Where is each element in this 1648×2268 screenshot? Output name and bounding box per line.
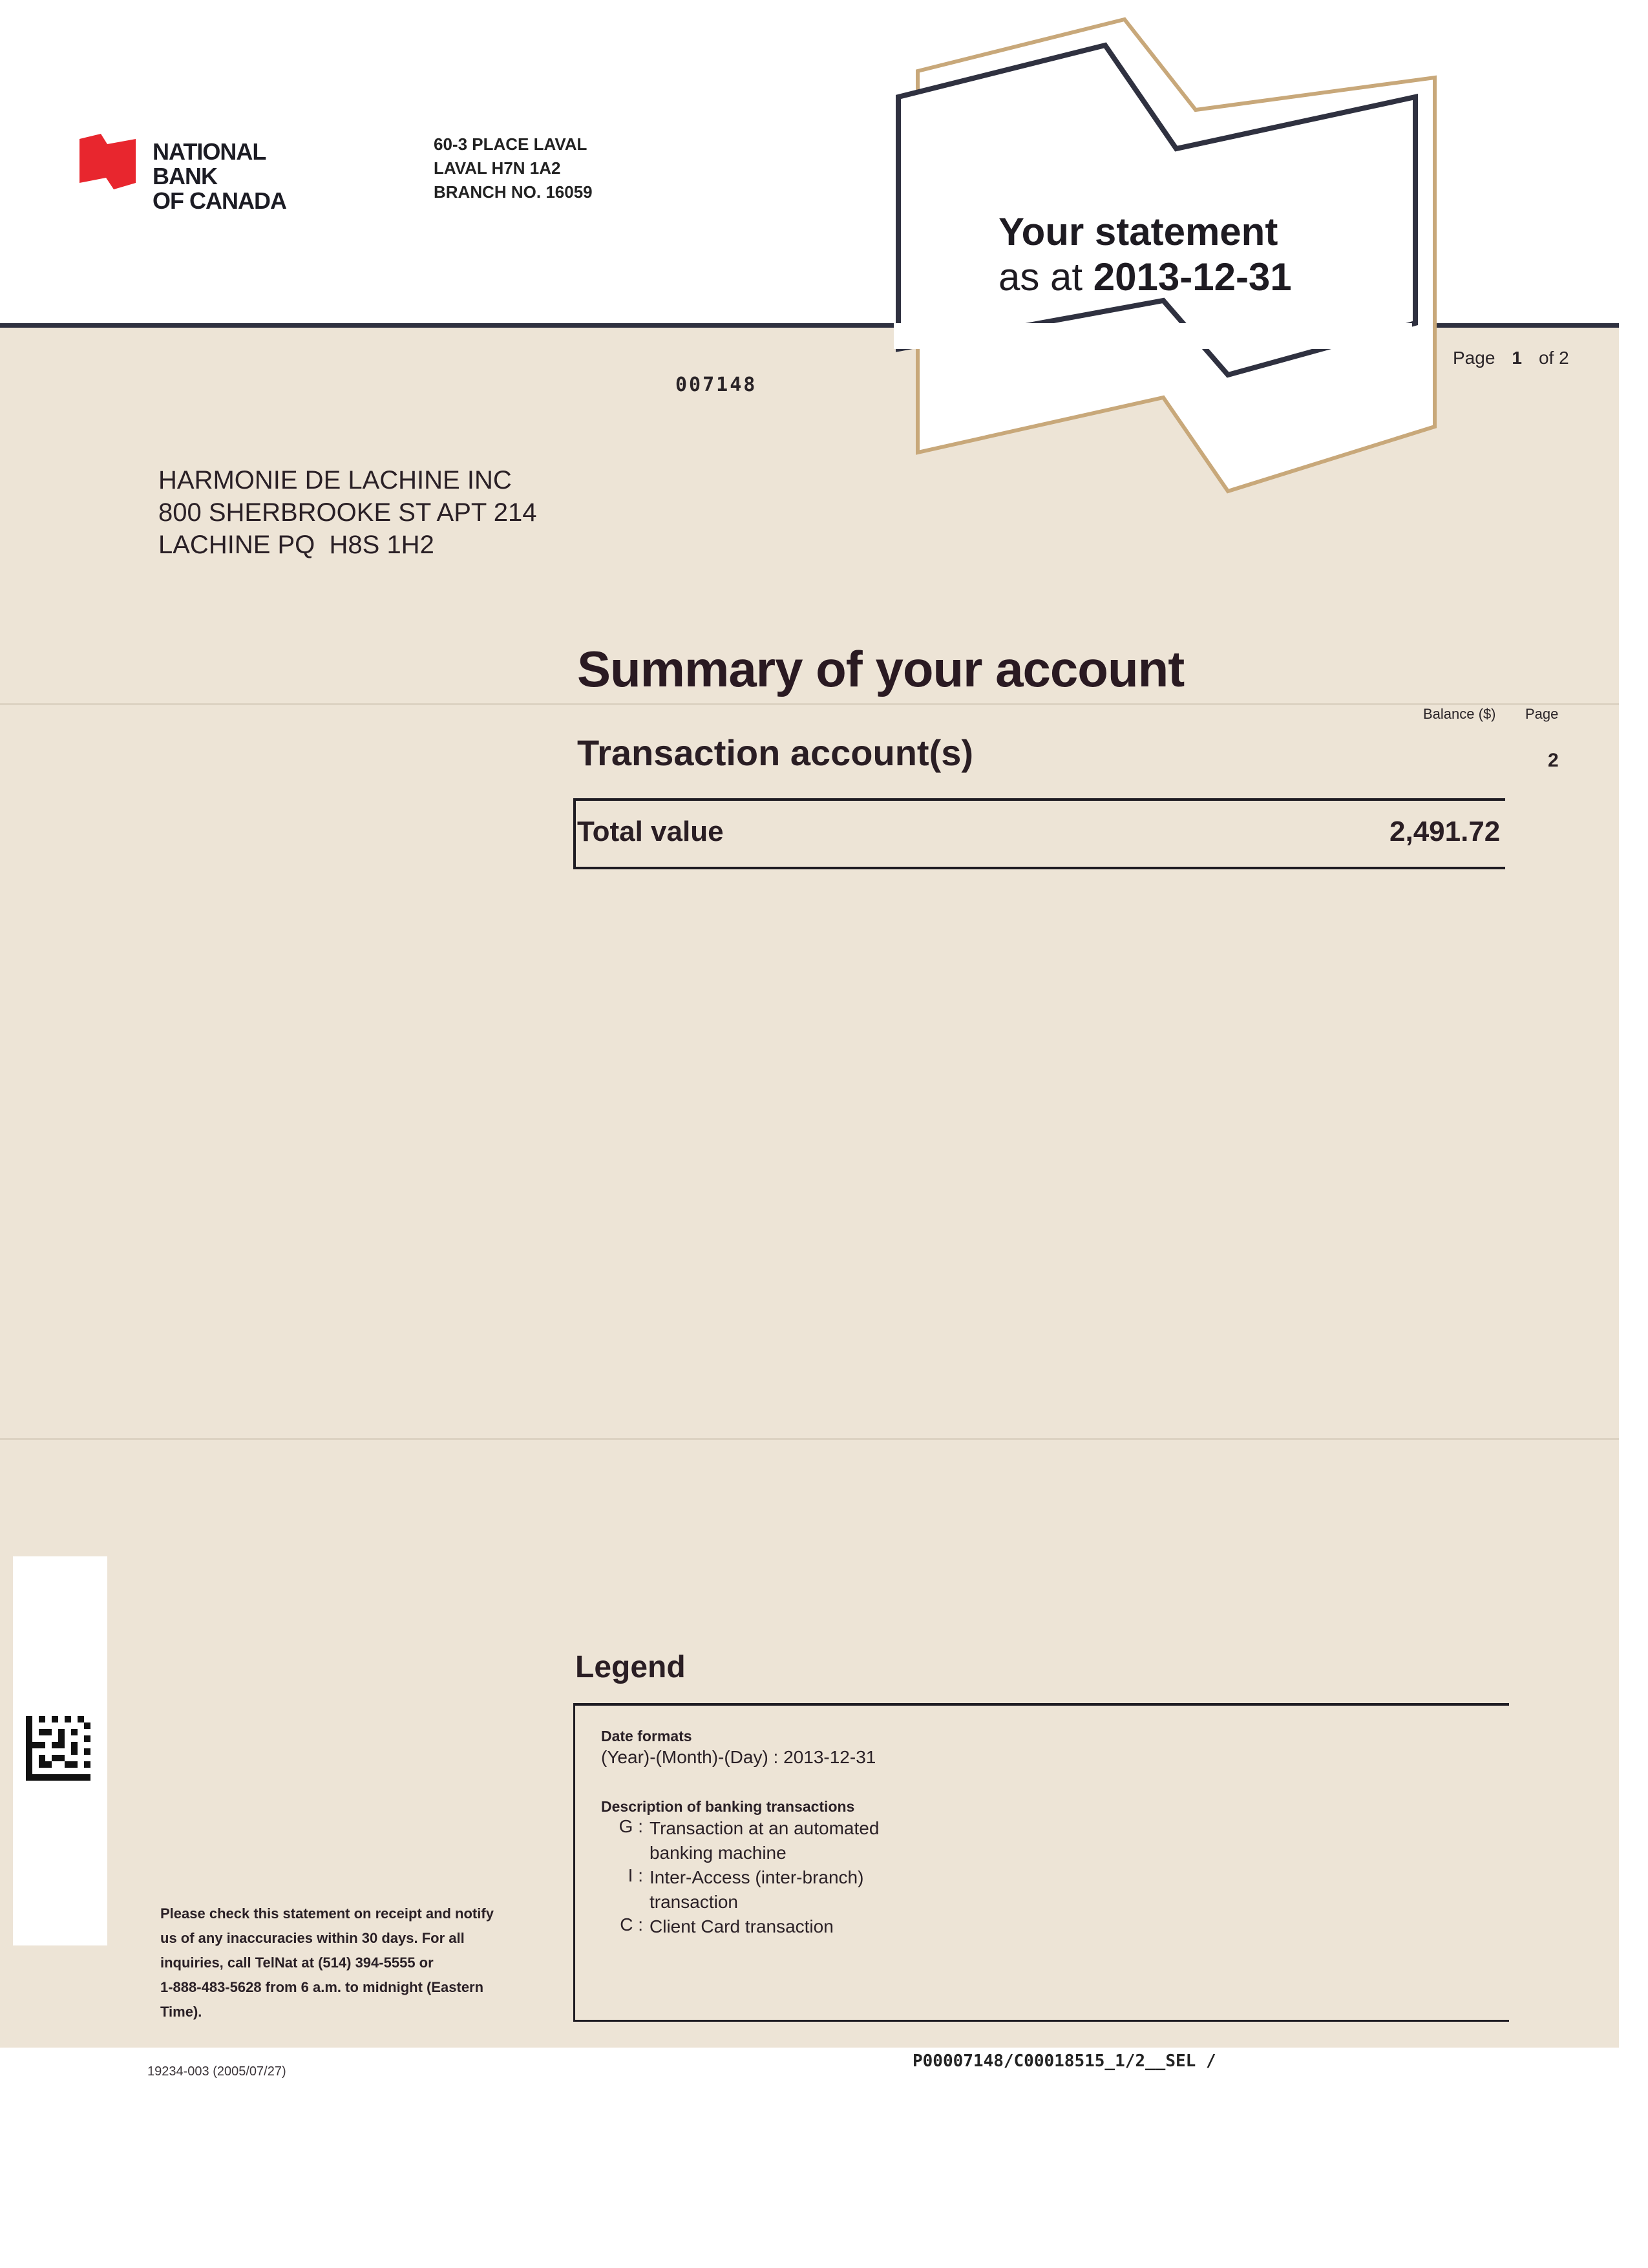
page-column-header: Page — [1525, 706, 1559, 722]
legend-description — [650, 1865, 863, 1914]
legend-description-heading: Description of banking transactions — [601, 1798, 855, 1815]
fold-line — [0, 1438, 1619, 1440]
address-line: LACHINE PQ H8S 1H2 — [158, 531, 434, 559]
statement-as-at: as at — [998, 255, 1083, 299]
notice-line: us of any inaccuracies within 30 days. For all — [160, 1930, 465, 1946]
form-number: 19234-003 (2005/07/27) — [147, 2064, 286, 2079]
legend-date-formats-heading: Date formats — [601, 1728, 692, 1744]
bank-name-line: BANK — [153, 163, 217, 189]
legend-code: C : — [620, 1914, 643, 1934]
reference-code: P00007148/C00018515_1/2__SEL / — [913, 2051, 1216, 2071]
total-value-amount: 2,491.72 — [1389, 816, 1501, 847]
legend-line: Client Card transaction — [650, 1916, 834, 1936]
legend-description — [650, 1816, 879, 1865]
page-label: Page — [1453, 348, 1495, 368]
page-margin — [1619, 0, 1648, 2268]
legend-code: G : — [618, 1816, 643, 1836]
balance-column-header: Balance ($) — [1423, 706, 1496, 722]
notice-line: Time). — [160, 2004, 202, 2020]
bank-name-line: NATIONAL — [153, 138, 266, 165]
branch-line: 60-3 PLACE LAVAL — [434, 134, 587, 154]
legend-line: banking machine — [650, 1843, 787, 1863]
address-line: HARMONIE DE LACHINE INC — [158, 466, 512, 494]
notice-line: 1-888-483-5628 from 6 a.m. to midnight (Eastern — [160, 1979, 484, 1995]
branch-line: LAVAL H7N 1A2 — [434, 158, 561, 178]
statement-date-line — [998, 255, 1292, 299]
legend-title: Legend — [575, 1650, 686, 1684]
branch-line: BRANCH NO. 16059 — [434, 182, 593, 202]
datamatrix-barcode-icon — [26, 1716, 90, 1781]
legend-description — [650, 1914, 834, 1939]
notice-line: inquiries, call TelNat at (514) 394-5555 or — [160, 1955, 434, 1971]
page-current: 1 — [1512, 348, 1522, 368]
transaction-accounts-title: Transaction account(s) — [577, 732, 974, 773]
legend-code: I : — [628, 1865, 643, 1885]
bank-name — [153, 140, 286, 213]
legend-line: Transaction at an automated — [650, 1818, 880, 1838]
legend-line: Inter-Access (inter-branch) — [650, 1867, 864, 1887]
fold-line — [0, 703, 1619, 705]
bank-name-line: OF CANADA — [153, 187, 286, 214]
customer-address — [158, 464, 536, 561]
document-number: 007148 — [675, 374, 757, 396]
statement-title: Your statement — [998, 210, 1278, 253]
address-line: 800 SHERBROOKE ST APT 214 — [158, 498, 537, 527]
page-total: of 2 — [1538, 348, 1569, 368]
bank-logo — [76, 132, 141, 194]
notice-line: Please check this statement on receipt and notify — [160, 1905, 494, 1922]
page-indicator — [1453, 348, 1569, 368]
summary-title: Summary of your account — [577, 641, 1185, 697]
total-value-label: Total value — [577, 816, 724, 847]
statement-date: 2013-12-31 — [1093, 255, 1292, 299]
legend-line: transaction — [650, 1892, 738, 1912]
transaction-accounts-page: 2 — [1548, 750, 1559, 771]
notice-text — [160, 1902, 509, 2024]
legend-date-formats-text: (Year)-(Month)-(Day) : 2013-12-31 — [601, 1747, 876, 1767]
branch-address — [434, 132, 593, 204]
bank-logo-icon — [76, 132, 141, 191]
